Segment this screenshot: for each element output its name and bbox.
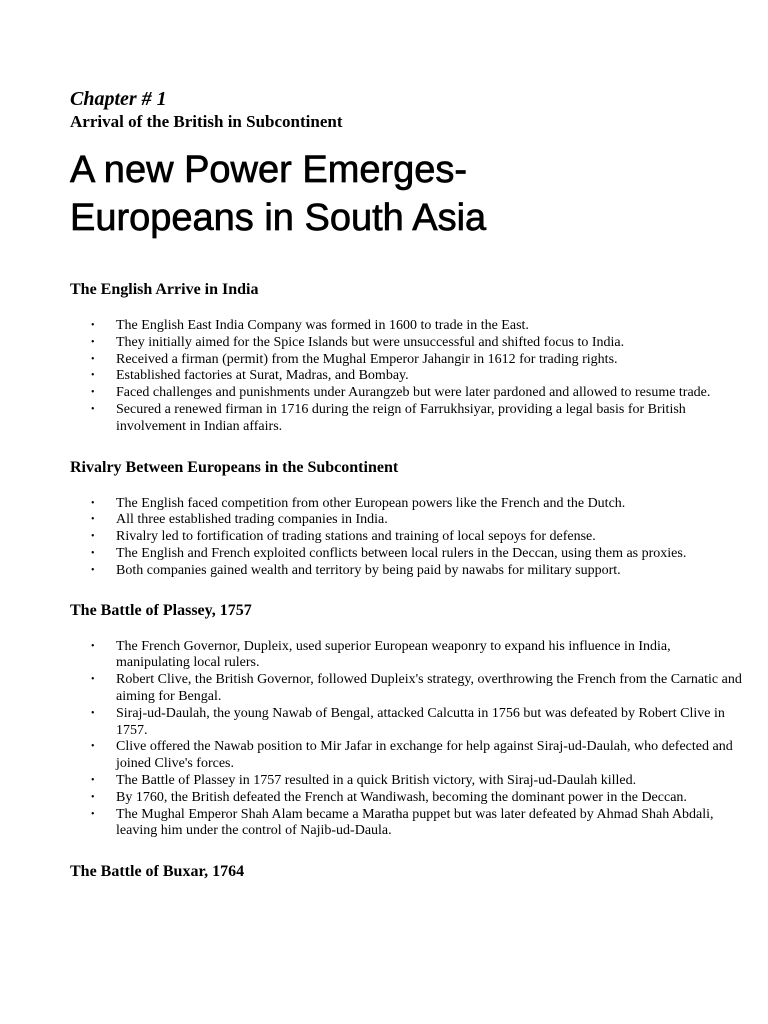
bullet-icon: •	[91, 547, 95, 559]
list-item	[70, 773, 746, 790]
bullet-icon: •	[91, 640, 95, 652]
list-item	[70, 546, 746, 563]
page-title	[70, 146, 698, 242]
list-item	[70, 790, 746, 807]
list-item	[70, 402, 746, 436]
section-heading-plassey: The Battle of Plassey, 1757	[70, 601, 252, 619]
list-item-text: The French Governor, Dupleix, used superior European weaponry to expand his influence in India, manipulating local rulers.	[116, 638, 671, 671]
list-item-text: Faced challenges and punishments under Aurangzeb but were later pardoned and allowed to resume trade.	[116, 385, 711, 401]
list-item-text: The English faced competition from other European powers like the French and the Dutch.	[116, 495, 626, 511]
list-item	[70, 672, 746, 706]
section-heading-english-arrive: The English Arrive in India	[70, 281, 259, 298]
list-item-text: They initially aimed for the Spice Islands but were unsuccessful and shifted focus to India.	[116, 334, 625, 350]
list-item-text: Clive offered the Nawab position to Mir Jafar in exchange for help against Siraj-ud-Daulah, who defected and joined Clive's forces.	[116, 739, 733, 772]
bullet-icon: •	[91, 707, 95, 719]
list-item-text: Siraj-ud-Daulah, the young Nawab of Bengal, attacked Calcutta in 1756 but was defeated by Robert Clive in 1757.	[116, 705, 725, 738]
bullet-list-plassey	[70, 638, 742, 841]
bullet-icon: •	[91, 774, 95, 786]
bullet-icon: •	[91, 387, 95, 399]
list-item	[70, 807, 746, 841]
bullet-icon: •	[91, 564, 95, 576]
list-item	[70, 496, 746, 513]
title-line-1: A new Power Emerges-	[70, 149, 468, 191]
list-item-text: All three established trading companies in India.	[116, 512, 388, 528]
bullet-icon: •	[91, 353, 95, 365]
section-heading-buxar: The Battle of Buxar, 1764	[70, 863, 245, 881]
bullet-icon: •	[91, 531, 95, 543]
title-line-2: Europeans in South Asia	[70, 197, 487, 239]
bullet-icon: •	[91, 674, 95, 686]
list-item	[70, 368, 746, 385]
list-item-text: Rivalry led to fortification of trading stations and training of local sepoys for defense.	[116, 529, 596, 545]
chapter-label: Chapter # 1	[70, 88, 167, 110]
list-item-text: The English East India Company was formed in 1600 to trade in the East.	[116, 318, 529, 333]
list-item	[70, 529, 746, 546]
list-item-text: By 1760, the British defeated the French at Wandiwash, becoming the dominant power in the Deccan.	[116, 789, 687, 805]
list-item	[70, 639, 746, 673]
list-item	[70, 563, 746, 580]
bullet-icon: •	[91, 370, 95, 382]
list-item-text: Secured a renewed firman in 1716 during the reign of Farrukhsiyar, providing a legal basis for British involvement in Indian affairs.	[116, 401, 686, 434]
bullet-icon: •	[91, 497, 95, 509]
list-item-text: The Battle of Plassey in 1757 resulted in a quick British victory, with Siraj-ud-Daulah killed.	[116, 772, 637, 788]
bullet-icon: •	[91, 791, 95, 803]
list-item	[70, 318, 746, 335]
list-item	[70, 385, 746, 402]
list-item-text: The English and French exploited conflicts between local rulers in the Deccan, using them as proxies.	[116, 545, 687, 561]
bullet-icon: •	[91, 403, 95, 415]
bullet-icon: •	[91, 514, 95, 526]
list-item-text: Robert Clive, the British Governor, followed Dupleix's strategy, overthrowing the French from the Carnatic and aiming for Bengal.	[116, 672, 742, 704]
list-item	[70, 352, 746, 369]
list-item-text: The Mughal Emperor Shah Alam became a Maratha puppet but was later defeated by Ahmad Shah Abdali, leaving him under the control of Najib-ud-Daula.	[116, 806, 714, 839]
bullet-icon: •	[91, 336, 95, 348]
chapter-subtitle: Arrival of the British in Subcontinent	[70, 112, 343, 131]
list-item	[70, 739, 746, 773]
list-item-text: Received a firman (permit) from the Mughal Emperor Jahangir in 1612 for trading rights.	[116, 351, 618, 367]
list-item	[70, 335, 746, 352]
list-item-text: Both companies gained wealth and territory by being paid by nawabs for military support.	[116, 562, 621, 578]
bullet-list-english-arrive	[70, 318, 711, 436]
bullet-icon: •	[91, 741, 95, 753]
bullet-icon: •	[91, 320, 95, 331]
list-item	[70, 512, 746, 529]
section-heading-rivalry: Rivalry Between Europeans in the Subcontinent	[70, 458, 399, 476]
bullet-icon: •	[91, 808, 95, 820]
list-item	[70, 706, 746, 740]
list-item-text: Established factories at Surat, Madras, and Bombay.	[116, 368, 409, 384]
bullet-list-rivalry	[70, 496, 698, 580]
